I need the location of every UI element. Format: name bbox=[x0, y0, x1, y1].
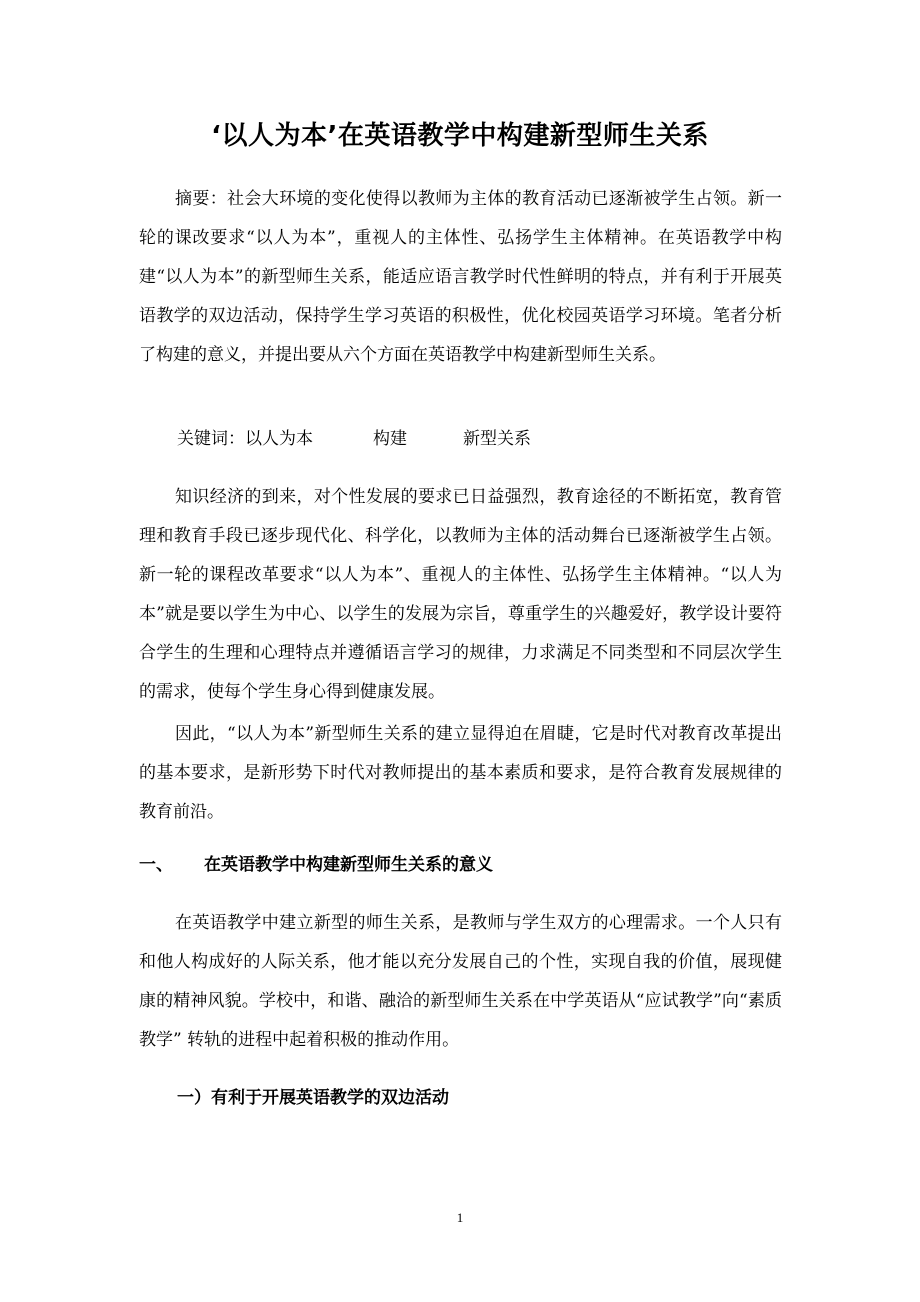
body-paragraph: 知识经济的到来，对个性发展的要求已日益强烈，教育途径的不断拓宽，教育管理和教育手段已逐步现代化、科学化，以教师为主体的活动舞台已逐渐被学生占领。新一轮的课程改革要求“以人为本”、重视人的主体性、弘扬学生主体精神。“以人为本”就是要以学生为中心、以学生的发展为宗旨，尊重学生的兴趣爱好，教学设计要符合学生的生理和心理特点并遵循语言学习的规律，力求满足不同类型和不同层次学生的需求，使每个学生身心得到健康发展。 bbox=[139, 487, 782, 702]
keywords-label: 关键词：以人为本 bbox=[177, 429, 313, 449]
section-heading: 在英语教学中构建新型师生关系的意义 bbox=[204, 855, 493, 875]
keyword-item: 构建 bbox=[373, 429, 407, 449]
document-title: ‘以人为本’在英语教学中构建新型师生关系 bbox=[211, 121, 709, 151]
subsection-heading: 一）有利于开展英语教学的双边活动 bbox=[177, 1088, 449, 1108]
page-number: 1 bbox=[456, 1210, 464, 1225]
keyword-item: 新型关系 bbox=[463, 429, 531, 449]
section-number: 一、 bbox=[139, 855, 173, 875]
body-paragraph: 因此，“以人为本”新型师生关系的建立显得迫在眉睫，它是时代对教育改革提出的基本要求，是新形势下时代对教师提出的基本素质和要求，是符合教育发展规律的教育前沿。 bbox=[139, 724, 782, 822]
body-paragraph: 在英语教学中建立新型的师生关系，是教师与学生双方的心理需求。一个人只有和他人构成好的人际关系，他才能以充分发展自己的个性，实现自我的价值，展现健康的精神风貌。学校中，和谐、融洽的新型师生关系在中学英语从“应试教学”向“素质教学” 转轨的进程中起着积极的推动作用。 bbox=[139, 913, 782, 1050]
abstract-paragraph: 摘要：社会大环境的变化使得以教师为主体的教育活动已逐渐被学生占领。新一轮的课改要求“以人为本”，重视人的主体性、弘扬学生主体精神。在英语教学中构建“以人为本”的新型师生关系，能适应语言教学时代性鲜明的特点，并有利于开展英语教学的双边活动，保持学生学习英语的积极性，优化校园英语学习环境。笔者分析了构建的意义，并提出要从六个方面在英语教学中构建新型师生关系。 bbox=[139, 189, 782, 365]
keywords-line bbox=[177, 421, 531, 457]
